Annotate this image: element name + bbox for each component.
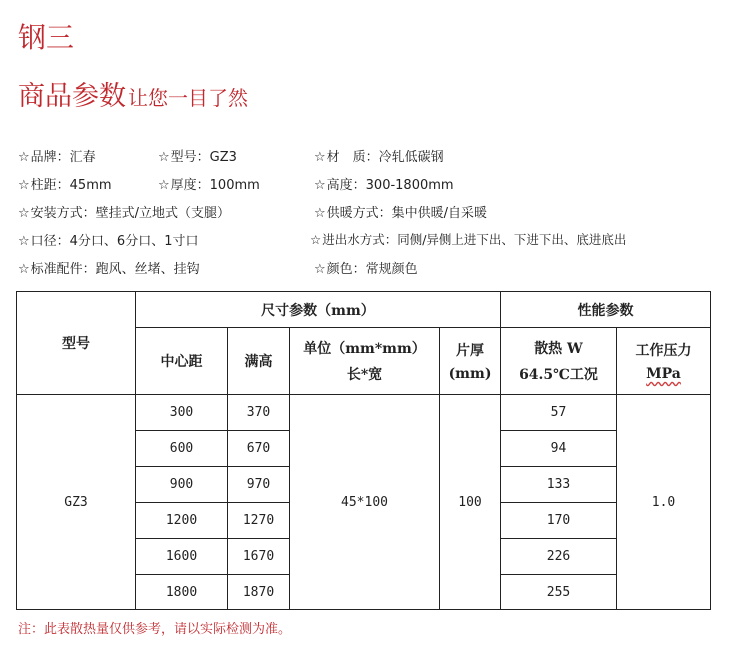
heat-output-header <box>501 328 617 395</box>
size-params-header: 尺寸参数（mm） <box>136 292 501 328</box>
spec-model <box>158 146 237 165</box>
table-header-row-1 <box>17 292 711 328</box>
spec-heating <box>314 202 487 221</box>
spec-accessories-text: 标准配件：跑风、丝堵、挂钩 <box>30 262 200 277</box>
performance-header: 性能参数 <box>501 292 711 328</box>
spec-height-text: 高度：300-1800mm <box>326 178 454 193</box>
model-value-cell: GZ3 <box>17 395 136 610</box>
spec-heating-text: 供暖方式：集中供暖/自采暖 <box>326 206 488 221</box>
heat-output-cell: 57 <box>501 395 617 431</box>
spec-install-text: 安装方式：壁挂式/立地式（支腿） <box>30 206 231 221</box>
center-distance-cell: 900 <box>136 467 228 503</box>
spec-pitch-text: 柱距：45mm <box>30 178 112 193</box>
table-row <box>17 395 711 431</box>
star-icon: ☆ <box>310 232 322 247</box>
spec-inout-text: 进出水方式：同侧/异侧上进下出、下进下出、底进底出 <box>322 232 627 247</box>
heat-output-cell: 133 <box>501 467 617 503</box>
star-icon: ☆ <box>314 206 326 221</box>
spec-diameter-text: 口径：4分口、6分口、1寸口 <box>30 234 199 249</box>
unit-value-cell: 45*100 <box>290 395 440 610</box>
spec-thickness <box>158 174 260 193</box>
star-icon: ☆ <box>18 234 30 249</box>
spec-accessories <box>18 258 200 277</box>
pressure-header-line1: 工作压力 <box>635 343 692 359</box>
center-distance-cell: 1600 <box>136 539 228 575</box>
full-height-header: 满高 <box>228 328 290 395</box>
full-height-cell: 1270 <box>228 503 290 539</box>
pressure-value-cell: 1.0 <box>617 395 711 610</box>
full-height-cell: 1870 <box>228 575 290 610</box>
unit-header-line2: 长*宽 <box>346 367 383 383</box>
center-distance-cell: 300 <box>136 395 228 431</box>
center-distance-header: 中心距 <box>136 328 228 395</box>
star-icon: ☆ <box>18 178 30 193</box>
pressure-header <box>617 328 711 395</box>
spec-inout <box>310 230 626 248</box>
full-height-cell: 1670 <box>228 539 290 575</box>
spec-material <box>314 146 444 165</box>
thickness-header-line2: (mm) <box>448 366 492 382</box>
heat-output-cell: 170 <box>501 503 617 539</box>
spec-model-text: 型号：GZ3 <box>170 150 237 165</box>
full-height-cell: 970 <box>228 467 290 503</box>
section-heading-main: 商品参数 <box>18 81 126 112</box>
star-icon: ☆ <box>314 150 326 165</box>
star-icon: ☆ <box>18 206 30 221</box>
thickness-header <box>440 328 501 395</box>
star-icon: ☆ <box>18 150 30 165</box>
full-height-cell: 370 <box>228 395 290 431</box>
spec-color <box>314 258 418 277</box>
pressure-header-line2: MPa <box>646 366 681 382</box>
section-heading <box>18 74 248 113</box>
heat-output-cell: 255 <box>501 575 617 610</box>
unit-header-line1: 单位（mm*mm） <box>303 341 426 357</box>
heat-header-line1: 散热 W <box>534 341 583 357</box>
star-icon: ☆ <box>314 262 326 277</box>
spec-material-text: 材 质：冷轧低碳钢 <box>326 150 444 165</box>
star-icon: ☆ <box>314 178 326 193</box>
star-icon: ☆ <box>158 178 170 193</box>
spec-pitch <box>18 174 112 193</box>
spec-install <box>18 202 230 221</box>
thickness-value-cell: 100 <box>440 395 501 610</box>
heat-output-cell: 226 <box>501 539 617 575</box>
spec-height <box>314 174 454 193</box>
footnote: 注：此表散热量仅供参考，请以实际检测为准。 <box>18 622 292 637</box>
center-distance-cell: 1200 <box>136 503 228 539</box>
center-distance-cell: 1800 <box>136 575 228 610</box>
parameter-table <box>16 291 711 610</box>
spec-brand-text: 品牌：汇春 <box>30 150 96 165</box>
star-icon: ☆ <box>158 150 170 165</box>
product-title: 钢三 <box>18 21 75 54</box>
star-icon: ☆ <box>18 262 30 277</box>
unit-header <box>290 328 440 395</box>
spec-color-text: 颜色：常规颜色 <box>326 262 418 277</box>
spec-thickness-text: 厚度：100mm <box>170 178 260 193</box>
section-heading-tail: 让您一目了然 <box>128 86 248 110</box>
heat-output-cell: 94 <box>501 431 617 467</box>
center-distance-cell: 600 <box>136 431 228 467</box>
spec-diameter <box>18 230 198 249</box>
heat-header-line2: 64.5℃工况 <box>519 367 598 383</box>
thickness-header-line1: 片厚 <box>456 343 484 359</box>
model-header: 型号 <box>17 292 136 395</box>
spec-brand <box>18 146 96 165</box>
full-height-cell: 670 <box>228 431 290 467</box>
